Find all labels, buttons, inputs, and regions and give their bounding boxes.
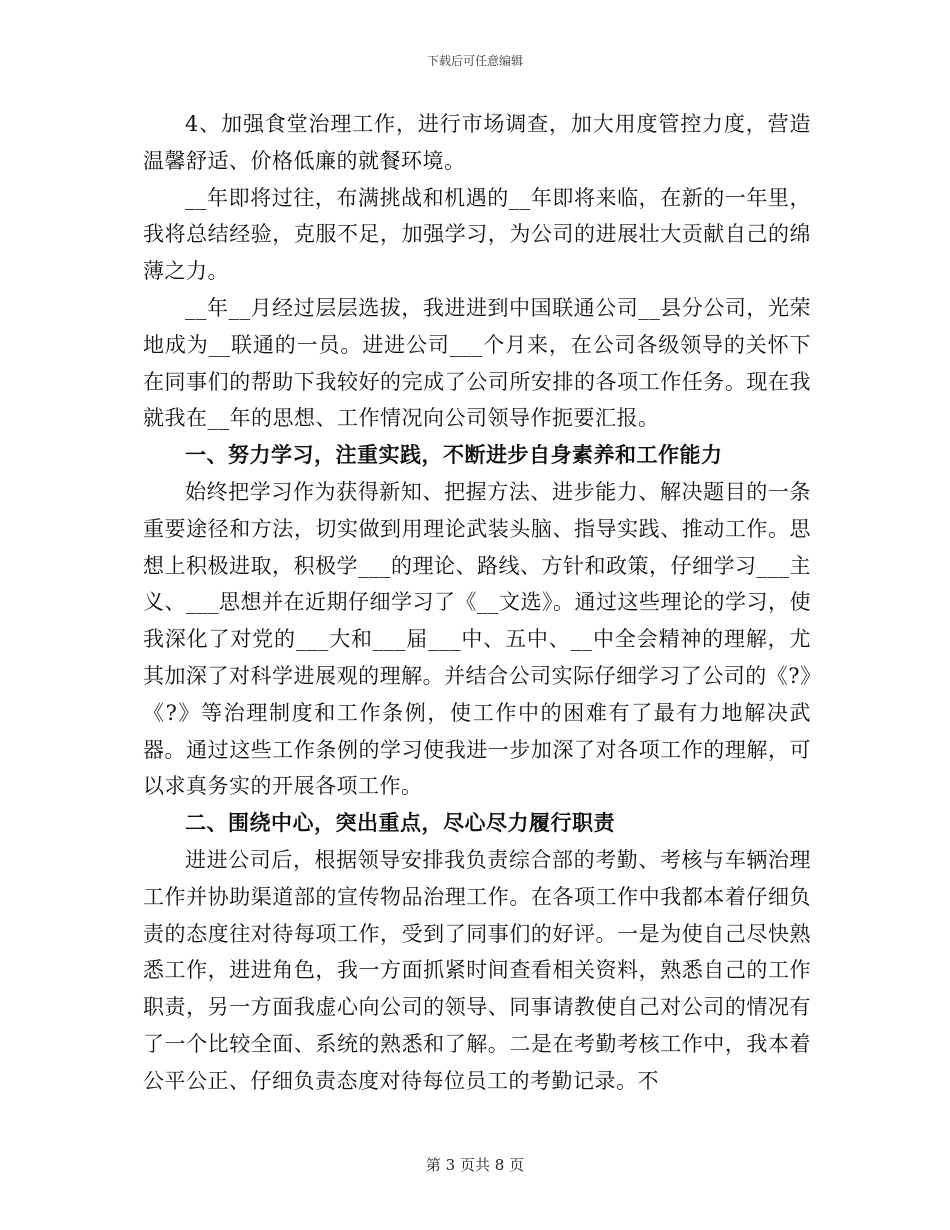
- document-body: [143, 106, 811, 1100]
- paragraph-year-summary: __年即将过往，布满挑战和机遇的__年即将来临，在新的一年里，我将总结经验，克服不足，加强学习，为公司的进展壮大贡献自己的绵薄之力。: [143, 185, 811, 284]
- page-header-note: 下载后可任意编辑: [426, 54, 523, 68]
- paragraph-joining-company: __年__月经过层层选拔，我进进到中国联通公司__县分公司，光荣地成为__联通的一员。进进公司___个月来，在公司各级领导的关怀下在同事们的帮助下我较好的完成了公司所安排的各项工作任务。现在我就我在__年的思想、工作情况向公司领导作扼要汇报。: [143, 295, 811, 431]
- paragraph-duties: 进进公司后，根据领导安排我负责综合部的考勤、考核与车辆治理工作并协助渠道部的宣传物品治理工作。在各项工作中我都本着仔细负责的态度往对待每项工作，受到了同事们的好评。一是为使自己尽快熟悉工作，进进角色，我一方面抓紧时间查看相关资料，熟悉自己的工作职责，另一方面我虚心向公司的领导、同事请教使自己对公司的情况有了一个比较全面、系统的熟悉和了解。二是在考勤考核工作中，我本着公平公正、仔细负责态度对待每位员工的考勤记录。不: [143, 847, 811, 1093]
- page-number: 第 3 页共 8 页: [425, 1156, 525, 1174]
- section-heading-duties: 二、围绕中心，突出重点，尽心尽力履行职责: [185, 810, 615, 836]
- paragraph-study: 始终把学习作为获得新知、把握方法、进步能力、解决题目的一条重要途径和方法，切实做到用理论武装头脑、指导实践、推动工作。思想上积极进取，积极学___的理论、路线、方针和政策，仔细学习___主义、___思想并在近期仔细学习了《__文选》。通过这些理论的学习，使我深化了对党的___大和___届___中、五中、__中全会精神的理解，尤其加深了对科学进展观的理解。并结合公司实际仔细学习了公司的《?》《?》等治理制度和工作条例，使工作中的困难有了最有力地解决武器。通过这些工作条例的学习使我进一步加深了对各项工作的理解，可以求真务实的开展各项工作。: [143, 479, 811, 799]
- section-heading-study: 一、努力学习，注重实践，不断进步自身素养和工作能力: [185, 442, 723, 468]
- paragraph-canteen-management: 4、加强食堂治理工作，进行市场调查，加大用度管控力度，营造温馨舒适、价格低廉的就餐环境。: [143, 112, 811, 173]
